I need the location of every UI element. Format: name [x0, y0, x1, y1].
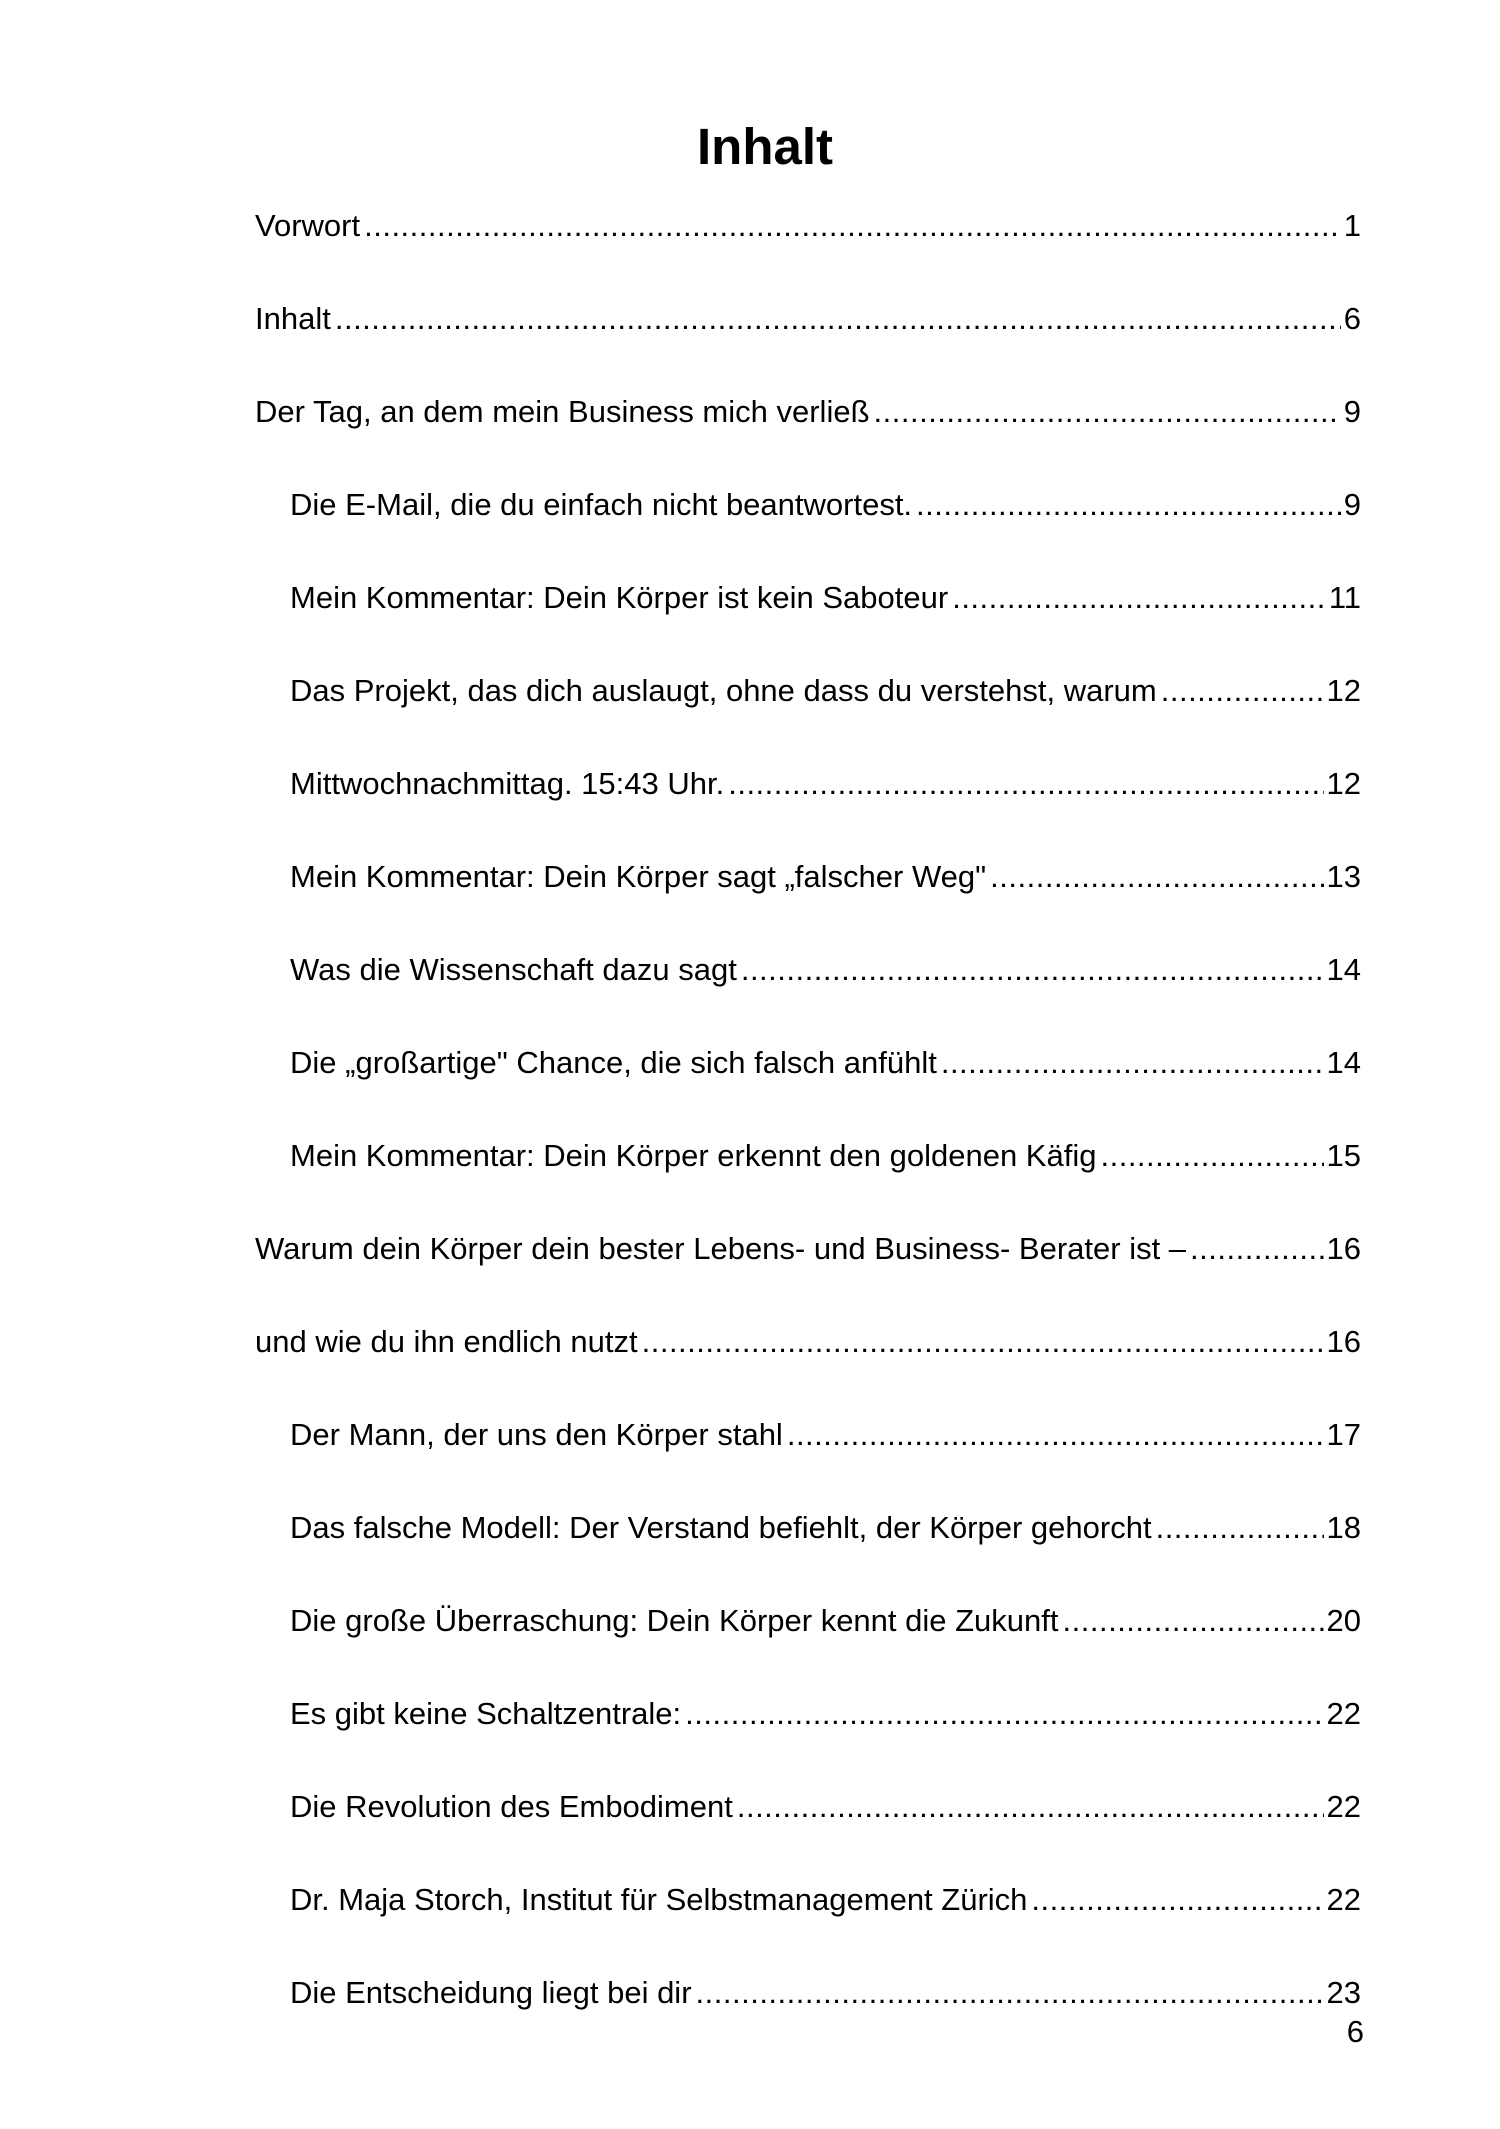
toc-entry-title: Der Tag, an dem mein Business mich verließ: [255, 394, 870, 429]
toc-entry-page: 9: [1343, 487, 1361, 522]
toc-entry-page: 12: [1326, 673, 1361, 708]
toc-entry-page: 14: [1326, 1045, 1361, 1080]
toc-dot-leader: [1190, 1227, 1323, 1271]
toc-entry-title: Dr. Maja Storch, Institut für Selbstmanagement Zürich: [290, 1882, 1028, 1917]
toc-dot-leader: [1161, 669, 1324, 713]
toc-entry-page: 13: [1326, 859, 1361, 894]
toc-entry[interactable]: [255, 1692, 1361, 1736]
toc-entry-title: Es gibt keine Schaltzentrale:: [290, 1696, 682, 1731]
toc-entry-page: 14: [1326, 952, 1361, 987]
toc-entry-title: Vorwort: [255, 208, 361, 243]
toc-entry-title: Die Entscheidung liegt bei dir: [290, 1975, 692, 2010]
toc-entry-title: Warum dein Körper dein bester Lebens- und Business- Berater ist –: [255, 1231, 1187, 1266]
toc-dot-leader: [696, 1971, 1324, 2015]
toc-entry-title: Mein Kommentar: Dein Körper sagt „falscher Weg": [290, 859, 987, 894]
toc-dot-leader: [1031, 1878, 1323, 1922]
toc-dot-leader: [787, 1413, 1324, 1457]
toc-entry-title: Mittwochnachmittag. 15:43 Uhr.: [290, 766, 725, 801]
toc-dot-leader: [874, 390, 1341, 434]
toc-entry-page: 18: [1326, 1510, 1361, 1545]
toc-dot-leader: [737, 1785, 1324, 1829]
toc-entry[interactable]: [255, 483, 1361, 527]
toc-entry[interactable]: [255, 204, 1361, 248]
toc-entry-page: 11: [1328, 580, 1361, 615]
toc-dot-leader: [335, 297, 1341, 341]
toc-entry-title: Inhalt: [255, 301, 331, 336]
toc-entry[interactable]: [255, 390, 1361, 434]
toc-entry-title: Das falsche Modell: Der Verstand befiehlt, der Körper gehorcht: [290, 1510, 1152, 1545]
toc-entry-page: 1: [1343, 208, 1361, 243]
toc-entry-page: 20: [1326, 1603, 1361, 1638]
toc-entry-title: und wie du ihn endlich nutzt: [255, 1324, 638, 1359]
toc-dot-leader: [741, 948, 1324, 992]
page-number: 6: [1346, 2014, 1364, 2049]
toc-dot-leader: [990, 855, 1323, 899]
toc-dot-leader: [916, 483, 1341, 527]
toc-entry[interactable]: [255, 1041, 1361, 1085]
toc-entry[interactable]: [255, 1878, 1361, 1922]
toc-entry-page: 6: [1343, 301, 1361, 336]
toc-entry[interactable]: [255, 576, 1361, 620]
toc-entry-page: 22: [1326, 1882, 1361, 1917]
page-title: Inhalt: [697, 118, 833, 175]
toc-entry-title: Die E-Mail, die du einfach nicht beantwortest.: [290, 487, 913, 522]
toc-dot-leader: [1100, 1134, 1323, 1178]
toc-entry-title: Mein Kommentar: Dein Körper erkennt den goldenen Käfig: [290, 1138, 1097, 1173]
toc-entry-title: Mein Kommentar: Dein Körper ist kein Saboteur: [290, 580, 949, 615]
toc-dot-leader: [642, 1320, 1324, 1364]
toc-entry-page: 16: [1326, 1231, 1361, 1266]
toc-dot-leader: [941, 1041, 1324, 1085]
toc-entry[interactable]: [255, 1227, 1361, 1271]
toc-entry-title: Die Revolution des Embodiment: [290, 1789, 733, 1824]
toc-entry-title: Was die Wissenschaft dazu sagt: [290, 952, 737, 987]
toc-dot-leader: [364, 204, 1341, 248]
toc-entry-page: 9: [1343, 394, 1361, 429]
toc-entry[interactable]: [255, 1413, 1361, 1457]
toc-entry-title: Das Projekt, das dich auslaugt, ohne dass du verstehst, warum: [290, 673, 1157, 708]
toc-entry-page: 22: [1326, 1789, 1361, 1824]
toc-entry[interactable]: [255, 1506, 1361, 1550]
toc-entry-page: 17: [1326, 1417, 1361, 1452]
toc-entry[interactable]: [255, 1134, 1361, 1178]
toc-dot-leader: [685, 1692, 1323, 1736]
toc-entry-page: 23: [1326, 1975, 1361, 2010]
toc-entry[interactable]: [255, 297, 1361, 341]
toc-entry[interactable]: [255, 855, 1361, 899]
toc-dot-leader: [1063, 1599, 1324, 1643]
toc-entry[interactable]: [255, 948, 1361, 992]
toc-dot-leader: [728, 762, 1323, 806]
toc-entry[interactable]: [255, 1599, 1361, 1643]
toc-entry[interactable]: [255, 1971, 1361, 2015]
toc-entry-page: 15: [1326, 1138, 1361, 1173]
toc-entry-page: 22: [1326, 1696, 1361, 1731]
toc-entry-page: 12: [1326, 766, 1361, 801]
toc-dot-leader: [952, 576, 1326, 620]
toc-entry[interactable]: [255, 1320, 1361, 1364]
toc-entry[interactable]: [255, 1785, 1361, 1829]
toc-entry-title: Die „großartige" Chance, die sich falsch anfühlt: [290, 1045, 937, 1080]
toc-entry-page: 16: [1326, 1324, 1361, 1359]
toc-dot-leader: [1156, 1506, 1324, 1550]
toc-entry-title: Der Mann, der uns den Körper stahl: [290, 1417, 783, 1452]
toc-entry[interactable]: [255, 669, 1361, 713]
toc-entry[interactable]: [255, 762, 1361, 806]
toc-entry-title: Die große Überraschung: Dein Körper kennt die Zukunft: [290, 1603, 1059, 1638]
